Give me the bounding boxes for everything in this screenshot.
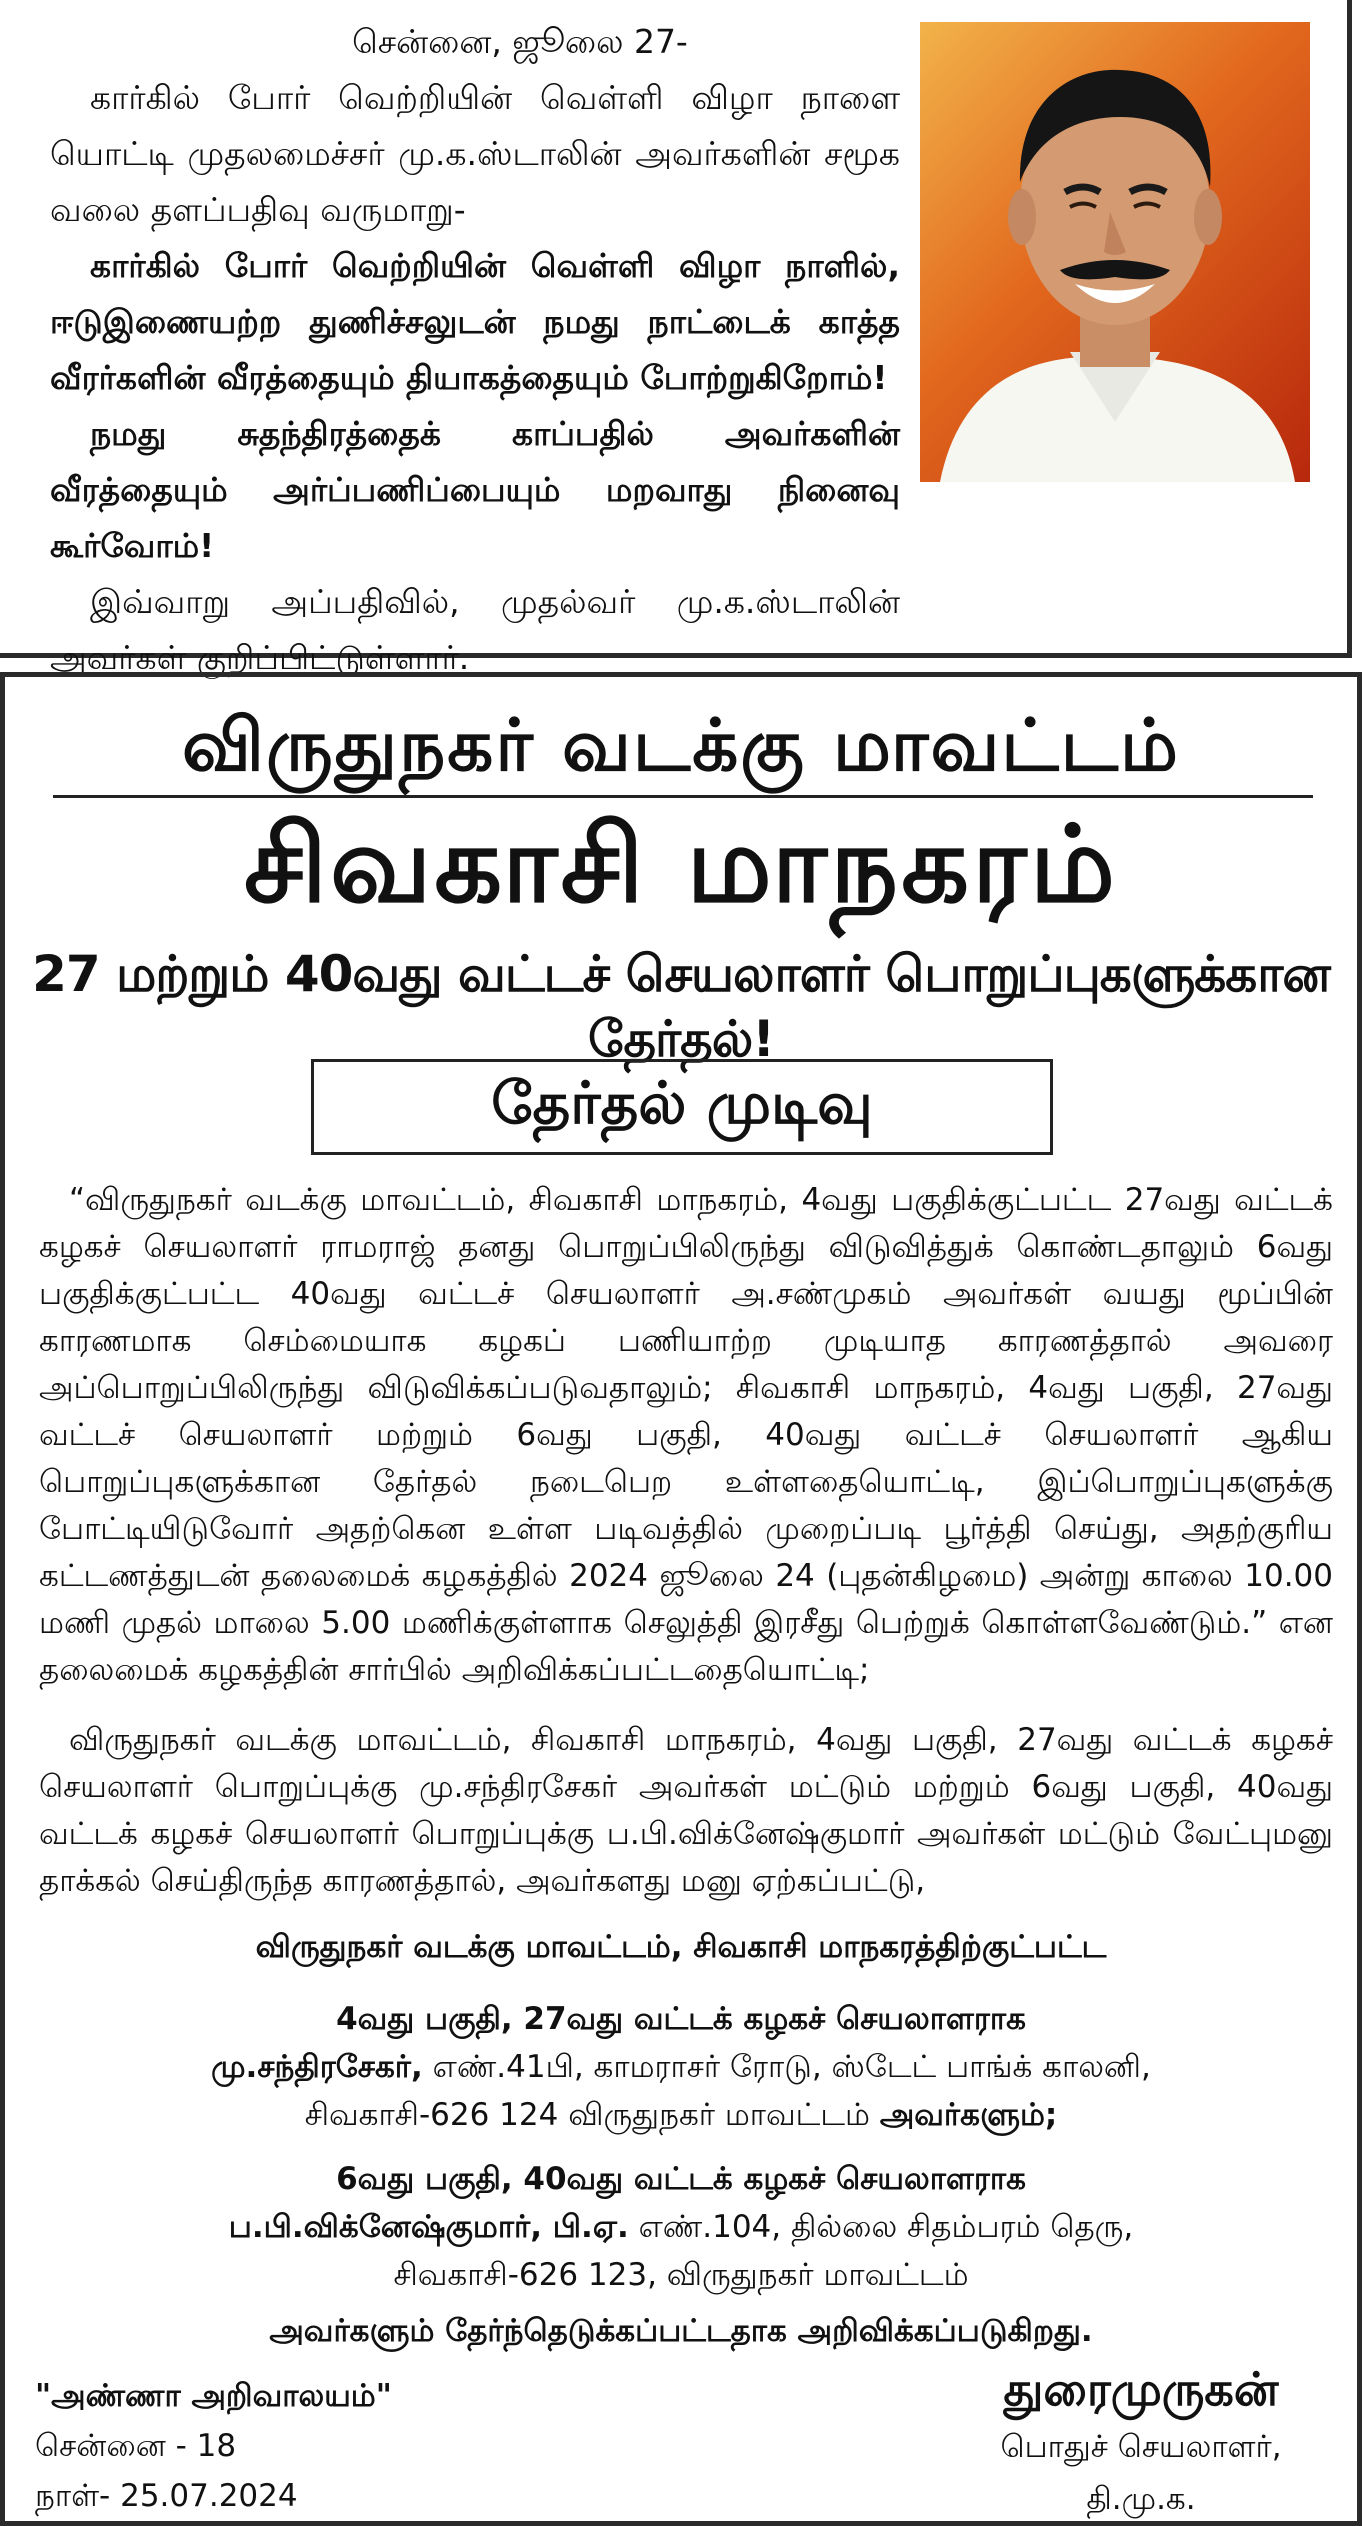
news-clipping — [0, 0, 1352, 677]
news-dateline: சென்னை, ஜூலை 27- — [352, 22, 688, 61]
city-title: சிவகாசி மாநகரம் — [243, 803, 1119, 926]
signature-block — [981, 2357, 1301, 2525]
winner-1-block — [5, 1995, 1357, 2139]
news-quote-1: கார்கில் போர் வெற்றியின் வெள்ளி விழா நாளில், ஈடுஇணையற்ற துணிச்சலுடன் நமது நாட்டைக் காத்த வீரர்களின் வீரத்தையும் தியாகத்தையும் போற்றுகிறோம்! — [50, 246, 900, 397]
winner-2-name: ப.பி.விக்னேஷ்குமார், பி.ஏ. — [228, 2209, 629, 2245]
notice-paragraph-2: விருதுநகர் வடக்கு மாவட்டம், சிவகாசி மாநகரம், 4வது பகுதி, 27வது வட்டக் கழகச் செயலாளர் பொறுப்புக்கு மு.சந்திரசேகர் அவர்கள் மட்டும் மற்றும் 6வது பகுதி, 40வது வட்டக் கழகச் செயலாளர் பொறுப்புக்கு ப.பி.விக்னேஷ்குமார் அவர்கள் மட்டும் வேட்புமனு தாக்கல் செய்திருந்த காரணத்தால், அவர்களது மனு ஏற்கப்பட்டு, — [39, 1722, 1333, 1899]
office-name: "அண்ணா அறிவாலயம்" — [35, 2378, 392, 2414]
news-intro: கார்கில் போர் வெற்றியின் வெள்ளி விழா நாளை யொட்டி முதலமைச்சர் மு.க.ஸ்டாலின் அவர்களின் சமூக வலை தளப்பதிவு வருமாறு- — [50, 78, 900, 229]
portrait-photo — [920, 22, 1310, 482]
winner-2-address-1: எண்.104, தில்லை சிதம்பரம் தெரு, — [638, 2209, 1134, 2245]
winner-1-line-2 — [5, 2091, 1357, 2139]
winner-1-name: மு.சந்திரசேகர், — [211, 2049, 423, 2085]
winner-2-address-2: சிவகாசி-626 123, விருதுநகர் மாவட்டம் — [393, 2257, 969, 2293]
winner-2-block — [5, 2155, 1357, 2299]
portrait-illustration — [920, 22, 1310, 482]
news-text — [50, 14, 900, 686]
title-divider — [53, 795, 1313, 798]
notice-date: நாள்- 25.07.2024 — [35, 2478, 298, 2514]
office-block — [35, 2371, 392, 2521]
office-city: சென்னை - 18 — [35, 2428, 237, 2464]
winner-2-line — [5, 2203, 1357, 2251]
winner-1-role: 4வது பகுதி, 27வது வட்டக் கழகச் செயலாளராக — [336, 2001, 1026, 2037]
jurisdiction-line: விருதுநகர் வடக்கு மாவட்டம், சிவகாசி மாநகரத்திற்குட்பட்ட — [255, 1929, 1107, 1965]
district-title: விருதுநகர் வடக்கு மாவட்டம் — [182, 703, 1180, 787]
winner-1-suffix: அவர்களும்; — [879, 2097, 1058, 2133]
winner-1-address-2: சிவகாசி-626 124 விருதுநகர் மாவட்டம் — [304, 2097, 870, 2133]
signer-name: துரைமுருகன் — [1003, 2362, 1279, 2416]
winner-2-role: 6வது பகுதி, 40வது வட்டக் கழகச் செயலாளராக — [336, 2161, 1026, 2197]
winner-1-line — [5, 2043, 1357, 2091]
election-subtitle: 27 மற்றும் 40வது வட்டச் செயலாளர் பொறுப்புகளுக்கான தேர்தல்! — [32, 945, 1330, 1068]
result-heading: தேர்தல் முடிவு — [311, 1059, 1053, 1155]
news-closing: இவ்வாறு அப்பதிவில், முதல்வர் மு.க.ஸ்டாலின் அவர்கள் குறிப்பிட்டுள்ளார். — [50, 582, 900, 677]
election-result-notice — [0, 672, 1362, 2526]
party-name: தி.மு.க. — [1086, 2481, 1196, 2517]
news-quote-2: நமது சுதந்திரத்தைக் காப்பதில் அவர்களின் வீரத்தையும் அர்ப்பணிப்பையும் மறவாது நினைவு கூர்வோம்! — [50, 414, 900, 565]
signer-title: பொதுச் செயலாளர், — [1000, 2429, 1282, 2465]
announcement-line: அவர்களும் தேர்ந்தெடுக்கப்பட்டதாக அறிவிக்கப்படுகிறது. — [269, 2313, 1093, 2349]
notice-paragraph-1: “விருதுநகர் வடக்கு மாவட்டம், சிவகாசி மாநகரம், 4வது பகுதிக்குட்பட்ட 27வது வட்டக் கழகச் செயலாளர் ராமராஜ் தனது பொறுப்பிலிருந்து விடுவித்துக் கொண்டதாலும் 6வது பகுதிக்குட்பட்ட 40வது வட்டச் செயலாளர் அ.சண்முகம் அவர்கள் வயது மூப்பின் காரணமாக செம்மையாக கழகப் பணியாற்ற முடியாத காரணத்தால் அவரை அப்பொறுப்பிலிருந்து விடுவிக்கப்படுவதாலும்; சிவகாசி மாநகரம், 4வது பகுதி, 27வது வட்டச் செயலாளர் மற்றும் 6வது பகுதி, 40வது வட்டச் செயலாளர் ஆகிய பொறுப்புகளுக்கான தேர்தல் நடைபெற உள்ளதையொட்டி, இப்பொறுப்புகளுக்கு போட்டியிடுவோர் அதற்கென உள்ள படிவத்தில் முறைப்படி பூர்த்தி செய்து, அதற்குரிய கட்டணத்துடன் தலைமைக் கழகத்தில் 2024 ஜூலை 24 (புதன்கிழமை) அன்று காலை 10.00 மணி முதல் மாலை 5.00 மணிக்குள்ளாக செலுத்தி இரசீது பெற்றுக் கொள்ளவேண்டும்.” என தலைமைக் கழகத்தின் சார்பில் அறிவிக்கப்பட்டதையொட்டி; — [39, 1182, 1333, 1688]
winner-1-address-1: எண்.41பி, காமராசர் ரோடு, ஸ்டேட் பாங்க் காலனி, — [432, 2049, 1151, 2085]
